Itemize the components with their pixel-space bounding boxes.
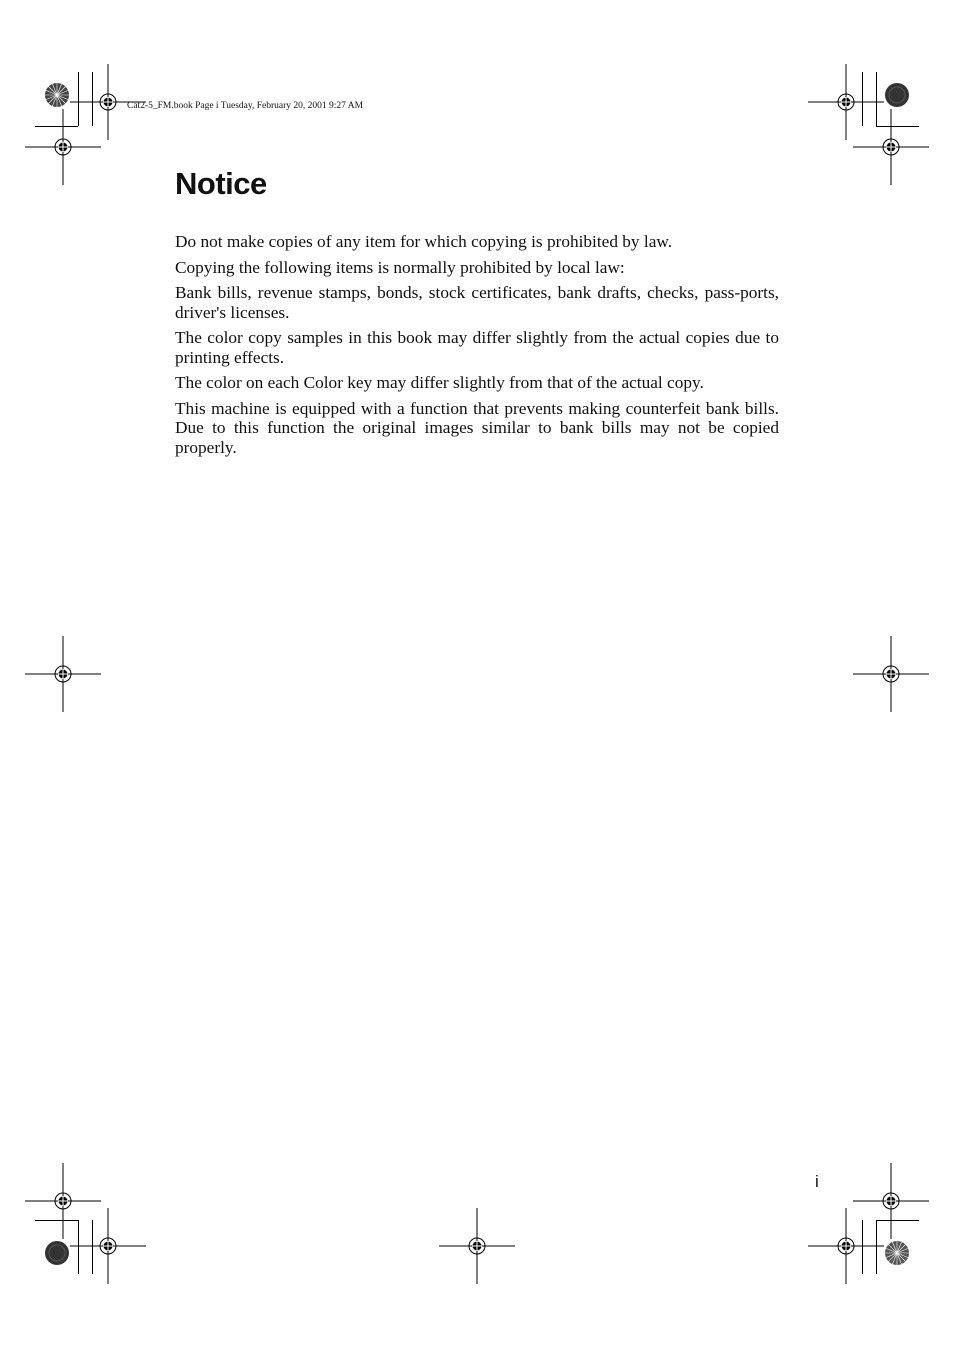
starburst-icon [884,1240,910,1266]
notice-paragraph: Do not make copies of any item for which copying is prohibited by law. [175,232,673,251]
registration-mark-icon [25,636,101,712]
registration-mark-icon [808,1208,884,1284]
solid-circle-icon [884,82,910,108]
notice-paragraph: The color copy samples in this book may differ slightly from the actual copies due to printing effects. [175,328,779,367]
notice-paragraph: The color on each Color key may differ slightly from that of the actual copy. [175,373,704,392]
file-stamp: Cat2-5_FM.book Page i Tuesday, February 20, 2001 9:27 AM [127,101,364,111]
registration-mark-icon [853,636,929,712]
notice-paragraph: Bank bills, revenue stamps, bonds, stock certificates, bank drafts, checks, pass-ports, driver's licenses. [175,283,779,322]
registration-mark-icon [853,109,929,185]
registration-mark-icon [70,1208,146,1284]
notice-body [175,232,779,463]
page-title: Notice [175,166,267,201]
solid-circle-icon [44,1240,70,1266]
starburst-icon [44,82,70,108]
notice-paragraph: Copying the following items is normally prohibited by local law: [175,257,625,277]
page-number: i [815,1172,819,1191]
registration-mark-icon [25,109,101,185]
registration-mark-icon [439,1208,515,1284]
notice-paragraph: This machine is equipped with a function that prevents making counterfeit bank bills. Due to this function the original images similar to bank bills may not be copied properly. [175,398,779,457]
